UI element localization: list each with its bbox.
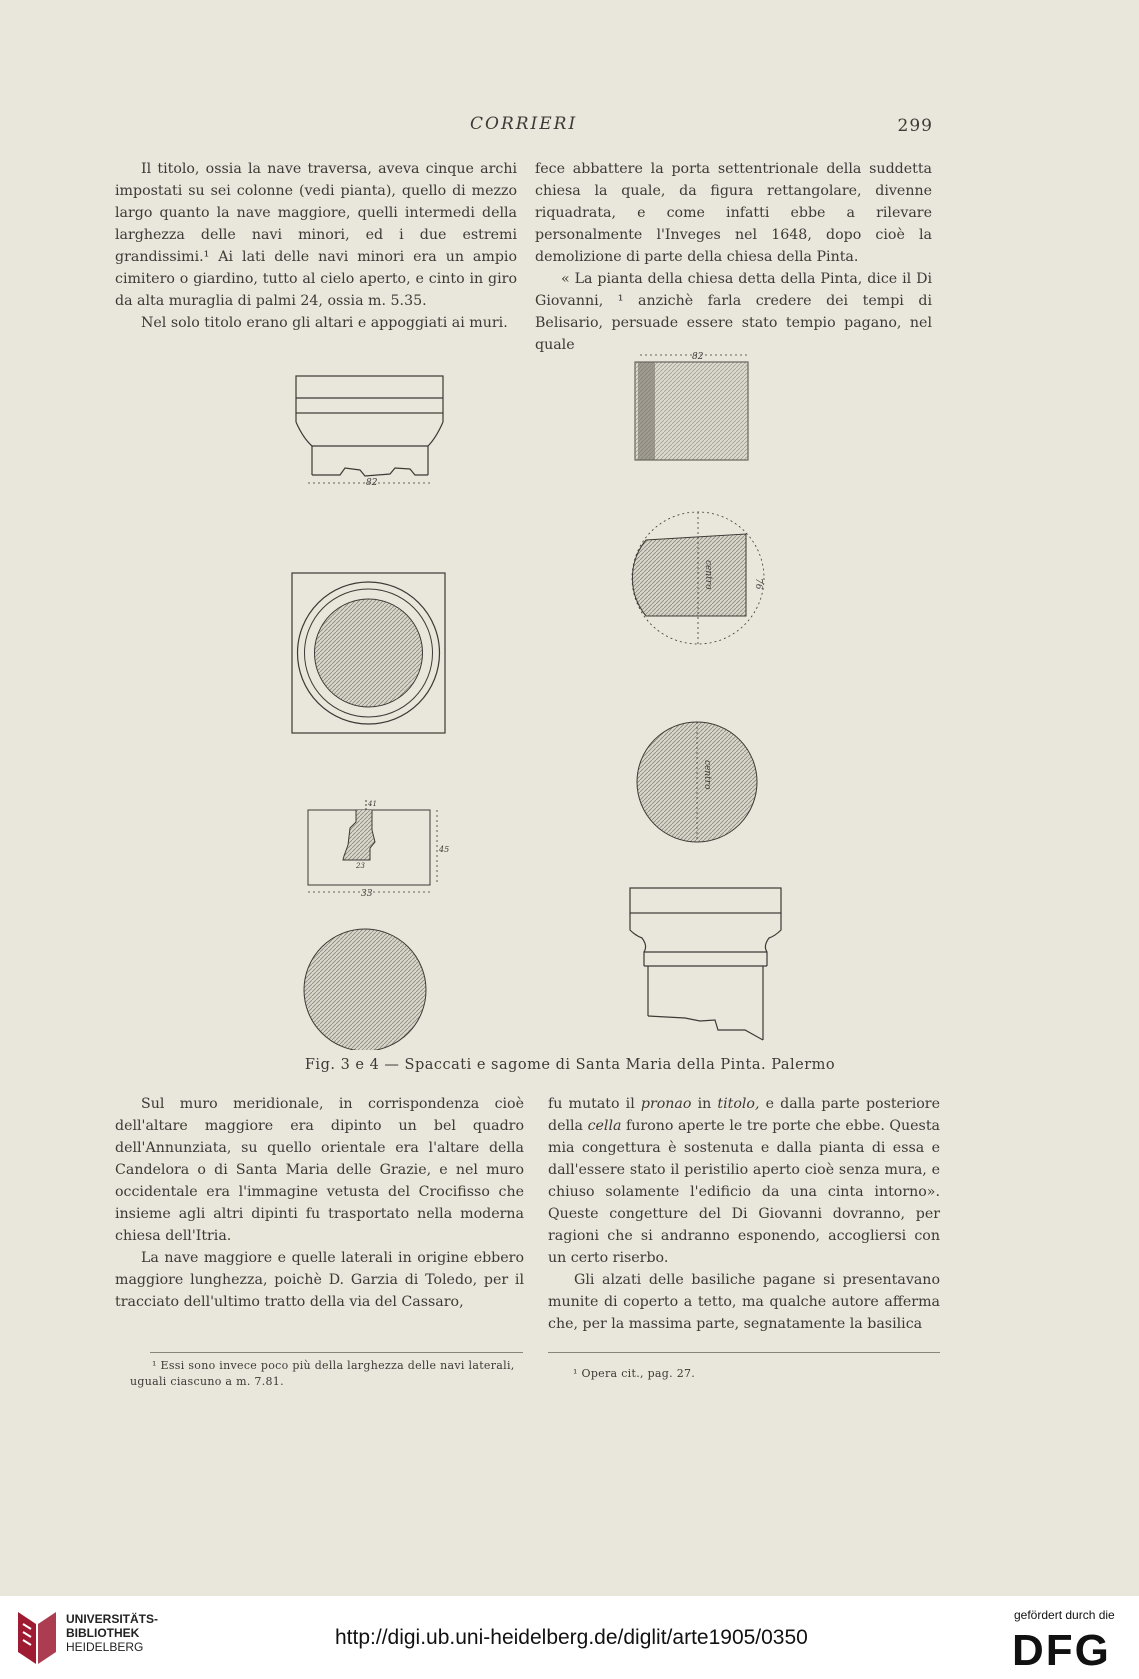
footnote-right: ¹ Opera cit., pag. 27. [573, 1367, 696, 1380]
library-line: UNIVERSITÄTS- [66, 1612, 159, 1626]
paragraph: Nel solo titolo erano gli altari e appoggiati ai muri. [141, 315, 508, 331]
funding-note: gefördert durch die [1014, 1608, 1115, 1622]
dim-label: 41 [368, 800, 377, 808]
column-section-disc-right [637, 722, 757, 842]
text-run: furono aperte le tre porte che ebbe. Questa mia congettura è sostenuta e dalla pianta di essa e dall'essere stato il peristilio aperto cioè senza mura, e chiuso solamente l'edificio da una cinta intorno». Queste congetture del Di Giovanni dovranno, per ragioni che si andranno esponendo, accogliersi con un certo riserbo. [548, 1118, 940, 1266]
permalink-url[interactable]: http://digi.ub.uni-heidelberg.de/diglit/arte1905/0350 [335, 1626, 808, 1649]
paragraph: La nave maggiore e quelle laterali in origine ebbero maggiore lunghezza, poichè D. Garzia di Toledo, per il tracciato dell'ultimo tratto della via del Cassaro, [115, 1250, 524, 1310]
paragraph: « La pianta della chiesa detta della Pinta, dice il Di Giovanni, ¹ anzichè farla credere dei tempi di Belisario, persuade essere stato tempio pagano, nel quale [535, 271, 932, 353]
paragraph [548, 1093, 940, 1269]
footnote-rule [150, 1352, 523, 1353]
italic-term: cella [587, 1118, 622, 1134]
column-right-bottom [548, 1093, 940, 1335]
library-line: HEIDELBERG [66, 1640, 144, 1654]
figure-caption: Fig. 3 e 4 — Spaccati e sagome di Santa Maria della Pinta. Palermo [304, 1057, 836, 1073]
capital-elevation-right [630, 888, 781, 1040]
italic-term: pronao [640, 1096, 692, 1112]
dim-label: 76 [753, 578, 763, 590]
footnote-left: ¹ Essi sono invece poco più della larghezza delle navi laterali, uguali ciascuno a m. 7.81. [130, 1359, 515, 1388]
column-left-bottom [115, 1093, 524, 1313]
column-plan-truncated [632, 512, 764, 644]
viewer-footer [0, 1596, 1139, 1679]
library-line: BIBLIOTHEK [66, 1626, 140, 1640]
footnote-rule [548, 1352, 940, 1353]
dim-label: centro [703, 560, 713, 590]
dim-label: 23 [356, 862, 365, 870]
text-run: e dalla parte posteriore della [548, 1096, 940, 1134]
paragraph: fece abbattere la porta settentrionale della suddetta chiesa la quale, da figura rettangolare, divenne riquadrata, e come infatti ebbe a rilevare personalmente l'Inveges nel 1648, dopo cioè la demolizione di parte della chiesa della Pinta. [535, 161, 932, 265]
running-title: CORRIERI [470, 114, 578, 134]
italic-term: titolo, [717, 1096, 760, 1112]
dfg-logo: DFG [1012, 1626, 1111, 1675]
university-library-logo-icon [14, 1610, 58, 1666]
page-number: 299 [897, 116, 933, 136]
paragraph: Gli alzati delle basiliche pagane si presentavano munite di coperto a tetto, ma qualche autore afferma che, per la massima parte, segnatamente la basilica [548, 1272, 940, 1332]
column-plan-square [292, 573, 445, 733]
capital-elevation-left [296, 376, 443, 483]
block-section-right [635, 355, 750, 460]
paragraph: Il titolo, ossia la nave traversa, aveva cinque archi impostati su sei colonne (vedi pianta), quello di mezzo largo quanto la nave maggiore, quelli intermedi della larghezza delle navi minori, ed i due estremi grandissimi.¹ Ai lati delle navi minori era un ampio cimitero o giardino, tutto al cielo aperto, e cinto in giro da alta muraglia di palmi 24, ossia m. 5.35. [115, 161, 517, 309]
paragraph: Sul muro meridionale, in corrispondenza cioè dell'altare maggiore era dipinto un bel quadro dell'Annunziata, su quello orientale era l'altare della Candelora o di Santa Maria delle Grazie, e nel muro occidentale era l'immagine vetusta del Crocifisso che insieme agli altri dipinti fu trasportato nella moderna chiesa dell'Itria. [115, 1096, 524, 1244]
library-name [66, 1612, 158, 1654]
dim-label: 82 [692, 352, 704, 362]
dim-label: 33 [361, 889, 373, 899]
column-section-disc [304, 929, 426, 1050]
text-run: in [691, 1096, 718, 1112]
base-section-left [308, 800, 437, 892]
dim-label: 45 [439, 845, 450, 854]
dim-label: centro [702, 760, 712, 790]
text-run: fu mutato il [548, 1096, 641, 1112]
dim-label: 82 [366, 478, 378, 488]
